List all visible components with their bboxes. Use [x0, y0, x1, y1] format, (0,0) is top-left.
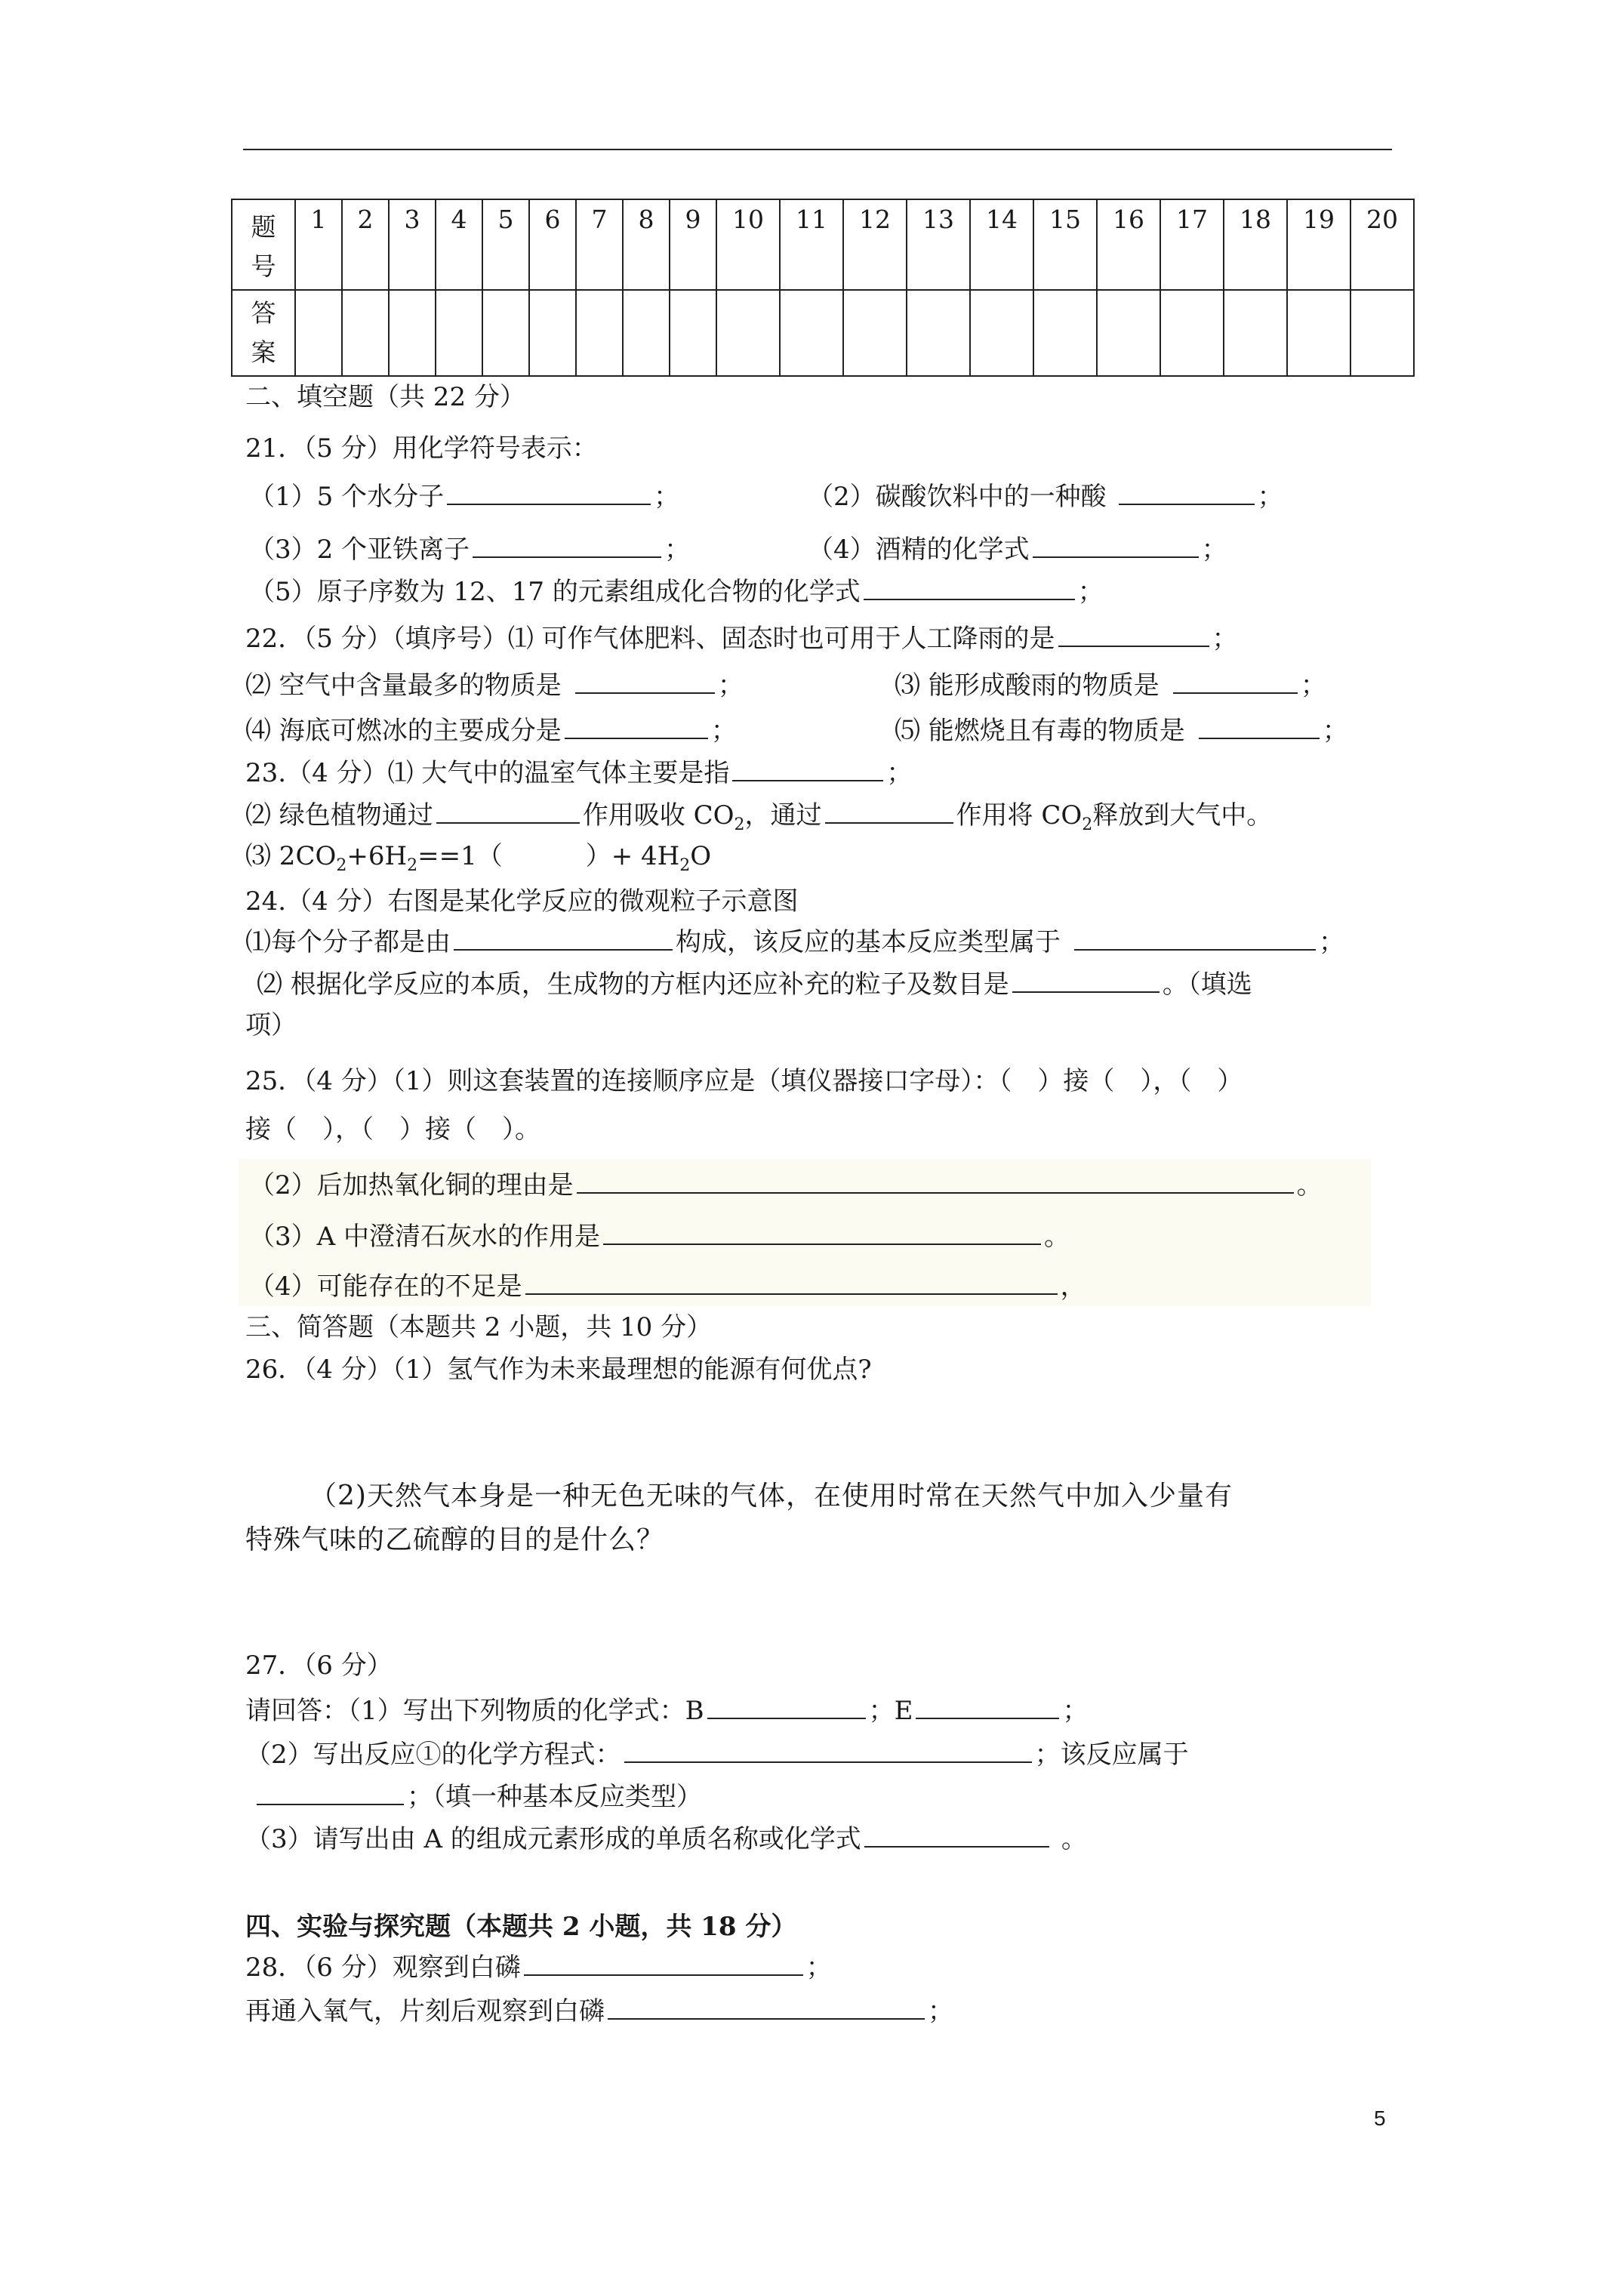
table-header-cell: [232, 290, 295, 376]
q25-part2-text: （2）后加热氧化铜的理由是: [249, 1170, 574, 1200]
q27-part2-text-c: ；（填一种基本反应类型）: [407, 1782, 702, 1812]
answer-cell[interactable]: [1287, 290, 1350, 376]
question-number-cell: 1: [295, 199, 342, 290]
q27-part1-text-a: 请回答：（1）写出下列物质的化学式：B: [245, 1696, 704, 1726]
answer-cell[interactable]: [1097, 290, 1160, 376]
answer-blank[interactable]: [864, 1823, 1049, 1848]
q23-part2-text-c: ，通过: [744, 800, 822, 831]
question-number-cell: 12: [843, 199, 907, 290]
q23-part2-text-d: 作用将 CO: [956, 800, 1083, 831]
answer-cell[interactable]: [670, 290, 716, 376]
question-number-cell: 11: [780, 199, 843, 290]
q22-part3-text: ⑶ 能形成酸雨的物质是: [895, 670, 1160, 701]
answer-blank[interactable]: [707, 1695, 866, 1719]
answer-cell[interactable]: [1160, 290, 1224, 376]
header-rule: [243, 149, 1392, 150]
answer-blank[interactable]: [525, 1271, 1058, 1295]
answer-cell[interactable]: [780, 290, 843, 376]
q25-part4: [249, 1270, 1086, 1303]
answer-blank[interactable]: [1119, 481, 1255, 505]
section-2-title: 二、填空题（共 22 分）: [245, 382, 525, 412]
answer-blank[interactable]: [454, 926, 673, 951]
answer-blank[interactable]: [916, 1695, 1059, 1719]
q21-part2: [808, 480, 1283, 513]
question-number-cell: 6: [529, 199, 576, 290]
q26-part2-continued: 特殊气味的乙硫醇的目的是什么？: [245, 1524, 665, 1555]
question-number-cell: 5: [482, 199, 529, 290]
q26-part1: 26．（4 分）（1）氢气作为未来最理想的能源有何优点?: [245, 1354, 872, 1385]
header-char: 案: [251, 337, 276, 367]
comma: ，: [1060, 1271, 1086, 1302]
period: 。: [1044, 1222, 1070, 1252]
answer-cell[interactable]: [436, 290, 482, 376]
semicolon: ；: [1201, 535, 1227, 565]
q21-part4-text: （4）酒精的化学式: [808, 535, 1030, 565]
answer-blank[interactable]: [447, 481, 651, 505]
semicolon: ；: [1257, 482, 1283, 512]
semicolon: ；: [664, 535, 691, 565]
answer-blank[interactable]: [603, 1221, 1041, 1245]
answer-cell[interactable]: [970, 290, 1033, 376]
q27-part2: [245, 1738, 1189, 1771]
q27-part3-text-b: 。: [1061, 1824, 1087, 1854]
q25-part1: 25．（4 分）（1）则这套装置的连接顺序应是（填仪器接口字母）：（ ）接（ ），（ ）: [245, 1066, 1243, 1096]
q24-part1: [245, 926, 1344, 959]
q24-part2-continued: 项）: [245, 1010, 297, 1040]
semicolon: ；: [928, 1996, 953, 2026]
answer-blank[interactable]: [524, 1952, 803, 1976]
question-number-cell: 4: [436, 199, 482, 290]
answer-blank[interactable]: [473, 534, 661, 558]
question-number-cell: 2: [342, 199, 389, 290]
question-number-cell: 14: [970, 199, 1033, 290]
q23-stem-text: 23.（4 分）⑴ 大气中的温室气体主要是指: [245, 758, 730, 788]
answer-cell[interactable]: [1350, 290, 1414, 376]
answer-blank[interactable]: [565, 715, 708, 739]
q24-stem: 24.（4 分）右图是某化学反应的微观粒子示意图: [245, 886, 799, 917]
q23-part2: [245, 799, 1272, 842]
q23-eq-e: O: [690, 841, 712, 871]
answer-cell[interactable]: [295, 290, 342, 376]
answer-blank[interactable]: [575, 670, 715, 694]
q24-part2-text-b: 。（填选: [1162, 969, 1252, 1000]
q22-part2-text: ⑵ 空气中含量最多的物质是: [245, 670, 562, 701]
q23-part2-text-a: ⑵ 绿色植物通过: [245, 800, 433, 831]
answer-cell[interactable]: [1033, 290, 1097, 376]
answer-cell[interactable]: [623, 290, 670, 376]
q28-part1-text: 28．（6 分）观察到白磷: [245, 1952, 521, 1983]
question-number-cell: 18: [1224, 199, 1287, 290]
q22-part5: [895, 714, 1348, 747]
subscript: 2: [1082, 815, 1093, 834]
q23-eq-c: ==1（: [417, 841, 503, 871]
question-number-cell: 10: [716, 199, 780, 290]
answer-cell[interactable]: [843, 290, 907, 376]
question-number-cell: 16: [1097, 199, 1160, 290]
section-3-title: 三、简答题（本题共 2 小题，共 10 分）: [245, 1312, 713, 1342]
question-number-cell: 13: [907, 199, 970, 290]
answer-cell[interactable]: [576, 290, 623, 376]
subscript: 2: [407, 856, 418, 875]
answer-blank[interactable]: [624, 1739, 1032, 1763]
period: 。: [1296, 1170, 1323, 1200]
q23-eq-d: ）+ 4H: [585, 841, 680, 871]
q25-part3-text: （3）A 中澄清石灰水的作用是: [249, 1222, 600, 1252]
semicolon: ；: [717, 670, 744, 701]
q22-part4-text: ⑷ 海底可燃冰的主要成分是: [245, 716, 562, 746]
q21-part5: [249, 575, 1104, 609]
q21-stem: 21．（5 分）用化学符号表示：: [245, 433, 598, 464]
q26-part2: （2)天然气本身是一种无色无味的气体，在使用时常在天然气中加入少量有: [310, 1481, 1233, 1512]
q21-part4: [808, 533, 1227, 566]
q27-part2-continued: [257, 1780, 702, 1814]
answer-table-number-row: [232, 199, 1414, 290]
q27-part1: [245, 1694, 1088, 1727]
answer-blank[interactable]: [1012, 969, 1160, 993]
semicolon: ；: [886, 758, 913, 788]
q23-eq-b: +6H: [346, 841, 408, 871]
q23-part2-text-b: 作用吸收 CO: [582, 800, 735, 831]
question-number-cell: 9: [670, 199, 716, 290]
q27-part2-text-b: ；该反应属于: [1034, 1740, 1189, 1770]
header-char: 题: [251, 212, 276, 242]
answer-cell[interactable]: [1224, 290, 1287, 376]
q21-part5-text: （5）原子序数为 12、17 的元素组成化合物的化学式: [249, 577, 861, 607]
answer-cell[interactable]: [342, 290, 389, 376]
q21-part3: [249, 533, 690, 566]
q23-eq-a: ⑶ 2CO: [245, 841, 337, 871]
section-4-title: 四、实验与探究题（本题共 2 小题，共 18 分）: [245, 1912, 797, 1942]
answer-blank[interactable]: [257, 1781, 404, 1805]
q21-part3-text: （3）2 个亚铁离子: [249, 535, 470, 565]
q27-part3: [245, 1823, 1087, 1856]
question-number-cell: 17: [1160, 199, 1224, 290]
q24-part1-text-b: 构成，该反应的基本反应类型属于: [676, 927, 1061, 957]
q25-part3: [249, 1220, 1070, 1253]
q22-stem-text: 22．（5 分）（填序号）⑴ 可作气体肥料、固态时也可用于人工降雨的是: [245, 624, 1055, 654]
semicolon: ；: [1062, 1696, 1089, 1726]
question-number-cell: 15: [1033, 199, 1097, 290]
question-number-cell: 7: [576, 199, 623, 290]
semicolon: ；: [1077, 577, 1104, 607]
q23-part3: [245, 840, 711, 883]
question-number-cell: 20: [1350, 199, 1414, 290]
page-number: 5: [1374, 2106, 1386, 2130]
semicolon: ；: [1300, 670, 1326, 701]
answer-blank[interactable]: [1058, 623, 1209, 647]
answer-blank[interactable]: [864, 576, 1075, 600]
answer-blank[interactable]: [1033, 534, 1199, 558]
q27-part2-text-a: （2）写出反应①的化学方程式：: [245, 1740, 621, 1770]
answer-cell[interactable]: [389, 290, 436, 376]
q24-part1-text-a: ⑴每个分子都是由: [245, 927, 451, 957]
subscript: 2: [679, 856, 691, 875]
q21-part1: [249, 480, 679, 513]
q22-part3: [895, 669, 1326, 702]
header-char: 答: [251, 298, 276, 328]
q28-part2: [245, 1995, 953, 2028]
header-char: 号: [251, 251, 276, 281]
q24-part2-text-a: ⑵ 根据化学反应的本质，生成物的方框内还应补充的粒子及数目是: [257, 969, 1009, 1000]
q25-part2: [249, 1169, 1323, 1202]
q21-part1-text: （1）5 个水分子: [249, 482, 445, 512]
subscript: 2: [734, 815, 745, 834]
q23-stem: [245, 757, 912, 790]
q24-part2: [257, 968, 1252, 1001]
table-header-cell: [232, 199, 295, 290]
semicolon: ；: [710, 716, 737, 746]
q27-part1-text-b: ；E: [868, 1696, 913, 1726]
q25-part1-continued: 接（ ），（ ）接（ ）。: [245, 1114, 540, 1145]
question-number-cell: 19: [1287, 199, 1350, 290]
question-number-cell: 8: [623, 199, 670, 290]
q27-stem: 27．（6 分）: [245, 1650, 393, 1681]
q23-part2-text-e: 释放到大气中。: [1092, 800, 1273, 831]
answer-table: [231, 199, 1415, 377]
answer-blank[interactable]: [1074, 926, 1316, 951]
question-number-cell: 3: [389, 199, 436, 290]
q28-part2-text: 再通入氧气，片刻后观察到白磷: [245, 1996, 605, 2026]
answer-blank[interactable]: [436, 800, 580, 824]
q21-part2-text: （2）碳酸饮料中的一种酸: [808, 482, 1107, 512]
semicolon: ；: [654, 482, 680, 512]
q22-part2: [245, 669, 744, 702]
answer-cell[interactable]: [529, 290, 576, 376]
q22-stem: [245, 622, 1238, 655]
semicolon: ；: [1212, 624, 1238, 654]
answer-blank[interactable]: [1199, 715, 1320, 739]
answer-blank[interactable]: [577, 1170, 1294, 1194]
answer-cell[interactable]: [907, 290, 970, 376]
answer-blank[interactable]: [732, 757, 883, 781]
semicolon: ；: [1319, 927, 1344, 957]
semicolon: ；: [805, 1952, 832, 1983]
answer-table-answer-row: [232, 290, 1414, 376]
q25-part4-text: （4）可能存在的不足是: [249, 1271, 522, 1302]
answer-cell[interactable]: [716, 290, 780, 376]
subscript: 2: [336, 856, 347, 875]
q28-part1: [245, 1951, 832, 1984]
answer-blank[interactable]: [1173, 670, 1298, 694]
q22-part5-text: ⑸ 能燃烧且有毒的物质是: [895, 716, 1185, 746]
answer-cell[interactable]: [482, 290, 529, 376]
answer-blank[interactable]: [825, 800, 953, 824]
semicolon: ；: [1322, 716, 1348, 746]
q27-part3-text-a: （3）请写出由 A 的组成元素形成的单质名称或化学式: [245, 1824, 861, 1854]
q22-part4: [245, 714, 737, 747]
answer-blank[interactable]: [608, 1996, 925, 2020]
